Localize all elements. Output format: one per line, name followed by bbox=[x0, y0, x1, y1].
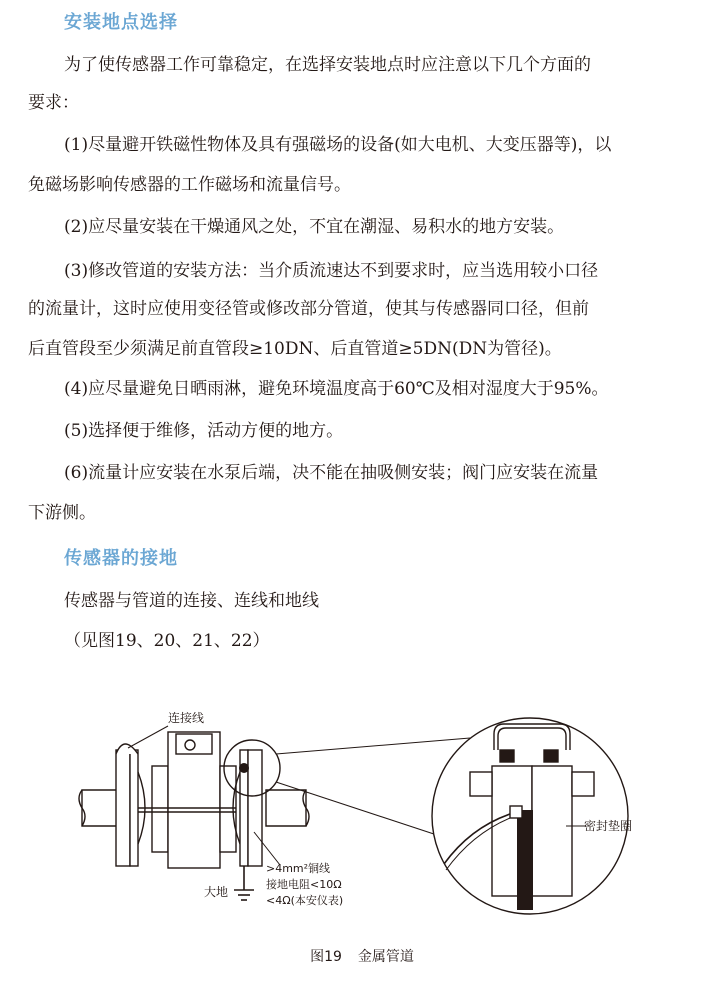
figure-19-diagram bbox=[0, 650, 724, 940]
grounding-line-1: 传感器与管道的连接、连线和地线 bbox=[64, 591, 319, 611]
zoom-line-top bbox=[276, 738, 470, 754]
item-6-line-1: (6)流量计应安装在水泵后端，决不能在抽吸侧安装；阀门应安装在流量 bbox=[64, 463, 599, 483]
item-5: (5)选择便于维修，活动方便的地方。 bbox=[64, 421, 344, 441]
item-1-line-2: 免磁场影响传感器的工作磁场和流量信号。 bbox=[28, 175, 351, 195]
caption-text: 金属管道 bbox=[357, 949, 414, 965]
earth-label: 大地 bbox=[204, 885, 229, 899]
item-3-line-1: (3)修改管道的安装方法：当介质流速达不到要求时，应当选用较小口径 bbox=[64, 261, 599, 281]
section-title-install-location: 安装地点选择 bbox=[64, 12, 178, 33]
meter-body bbox=[138, 732, 236, 868]
item-3-line-2: 的流量计，这时应使用变径管或修改部分管道，使其与传感器同口径，但前 bbox=[28, 299, 589, 319]
wire-leader-line bbox=[128, 726, 168, 748]
connection-wire-arc bbox=[116, 744, 138, 754]
detail-circle-large bbox=[432, 718, 628, 914]
wire-label: 连接线 bbox=[168, 711, 205, 725]
item-2: (2)应尽量安装在干燥通风之处，不宜在潮湿、易积水的地方安装。 bbox=[64, 217, 565, 237]
spec-line-1: >4mm²铜线 bbox=[266, 862, 331, 875]
item-1-line-1: (1)尽量避开铁磁性物体及具有强磁场的设备(如大电机、大变压器等)，以 bbox=[64, 135, 612, 155]
grounding-line-2: （见图19、20、21、22） bbox=[64, 631, 270, 651]
right-pipe bbox=[266, 790, 309, 826]
section-title-grounding: 传感器的接地 bbox=[64, 548, 178, 569]
gasket-label: 密封垫圈 bbox=[584, 819, 633, 833]
figure-caption bbox=[0, 946, 724, 966]
item-4: (4)应尽量避免日晒雨淋，避免环境温度高于60℃及相对湿度大于95%。 bbox=[64, 379, 609, 399]
caption-number: 图19 bbox=[310, 949, 342, 965]
ground-symbol-icon bbox=[234, 866, 254, 900]
intro-line-2: 要求： bbox=[28, 93, 79, 113]
spec-line-3: <4Ω(本安仪表) bbox=[266, 894, 344, 907]
intro-line-1: 为了使传感器工作可靠稳定，在选择安装地点时应注意以下几个方面的 bbox=[64, 55, 591, 75]
wire-dot bbox=[239, 763, 249, 773]
item-3-line-3: 后直管段至少须满足前直管段≥10DN、后直管道≥5DN(DN为管径)。 bbox=[28, 339, 562, 359]
item-6-line-2: 下游侧。 bbox=[28, 503, 96, 523]
spec-line-2: 接地电阻<10Ω bbox=[266, 878, 342, 891]
left-pipe bbox=[79, 790, 118, 826]
